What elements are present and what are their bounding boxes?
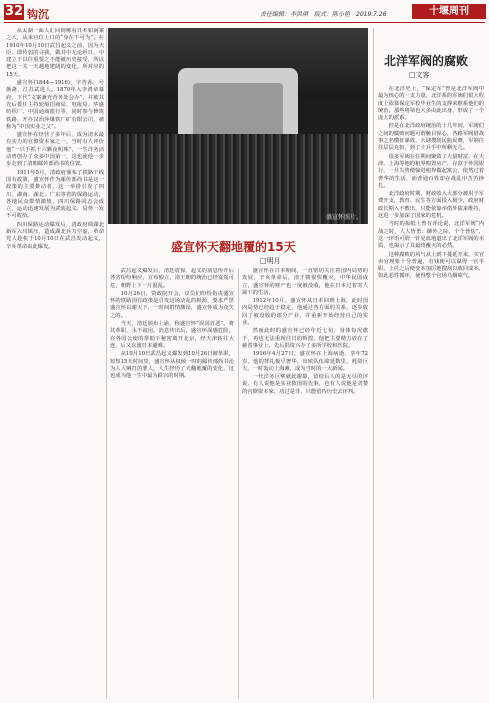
- article1-column-3: [242, 268, 368, 698]
- header-rule: [4, 22, 485, 23]
- paragraph: 10月26日，资政院开会，议员们纷纷指责盛宣怀的铁路国有政策是引发这场动乱的根源，要求严惩盛宣怀以谢天下，一时间群情激昂，盛宣怀成为众矢之的。: [110, 290, 234, 319]
- editor-credits: 责任编辑：李洪琪 版式：陈小艳 2019.7.26: [260, 11, 387, 18]
- article1-column-1: [6, 28, 104, 698]
- column-divider: [238, 268, 239, 698]
- paragraph: 在北洋史上，“保定军”曾是北洋军阀中最为核心的一支力量，北洋系的军阀们很大程度上依靠保定军校毕业生的支撑来维系他们的统治，那些将领也大多由此出身，形成了一个庞大的派系。: [378, 86, 484, 122]
- paragraph: 然而此时的盛宣怀已经年近七旬，身体每况愈下，再也无法重现往日的辉煌，他把主要精力放在了慈善事业上，先后捐资兴办了多所学校和医院。: [242, 328, 368, 349]
- photo-caption: 盛宣怀照片。: [325, 214, 362, 221]
- paragraph: 1912年10月，盛宣怀从日本回到上海，此时国内局势已经趋于稳定，他通过各方面的关系，逐步收回了被没收的部分产业，并重新开始经营自己的实业。: [242, 298, 368, 327]
- section-title: 钩沉: [27, 8, 49, 21]
- paragraph: 当时的报纸上曾有评论说，北洋军阀“内战之时，人人皆勇；御外之际，个个皆怯”，这一评语可谓一针见血地道出了北洋军阀的本质，也揭示了其最终覆灭的必然。: [378, 221, 484, 250]
- paragraph: 北洋政府时期，财政收入大部分被用于军费开支，教育、民生等方面投入极少，政府财政长期入不敷出，只能依靠举借外债来维持，这进一步加深了国家的危机。: [378, 191, 484, 220]
- article1-column-2: [110, 268, 234, 698]
- paragraph: 这种腐败的风气从上到下蔓延开来，买官卖官现象十分普遍，有钱便可以谋得一官半职，上任之后便变本加厉地搜刮以收回成本，如此恶性循环，使得整个官场乌烟瘴气。: [378, 251, 484, 280]
- paragraph: 很多军阀在任期间聚敛了大量财富，在天津、上海等地的租界购置房产，存款于外国银行，一旦失势便躲进租界做起寓公，依然过着奢华的生活，而普通百姓却在战乱中苦苦挣扎。: [378, 153, 484, 189]
- paragraph: 从10月10日武昌起义爆发到10月26日被革职，短短15天时间里，盛宣怀从权倾一时的邮传部尚书沦为人人喊打的罪人，人生经历了天翻地覆的变化，这也成为他一生中最为跌宕的时期。: [110, 351, 234, 380]
- paragraph: 四川保路运动爆发后，清政府调湖北新军入川镇压，造成湖北兵力空虚，革命党人趁机于10月10日在武昌发动起义，辛亥革命由此爆发。: [6, 221, 104, 250]
- article2-title: 北洋军阀的腐败: [384, 54, 469, 68]
- paragraph: 当天，清廷颁布上谕，称盛宣怀“误国首恶”，将其革职，永不叙用。消息传出后，盛宣怀深感危险，在各国公使的帮助下秘密离开北京，经天津转往大连，后又东渡日本避难。: [110, 321, 234, 349]
- paragraph: 盛宣怀在日本期间，一直密切关注着国内局势的发展，辛亥革命后，清王朝很快覆灭，中华民国成立，盛宣怀的财产也一度被没收，他在日本过着寄人篱下的生活。: [242, 268, 368, 296]
- paragraph: 一代洋务巨擘就此谢幕，留给后人的是无尽的评说，有人说他是实业救国的先驱，也有人说他是贪婪的官僚资本家，功过是非，只能留待历史去评判。: [242, 374, 368, 395]
- newspaper-name: 十堰周刊: [412, 4, 486, 19]
- paragraph: 但是在北洋政府统治的十几年间，军阀们之间的腐败问题可谓触目惊心，各路军阀借战事之名横征暴敛，大肆搜刮民脂民膏，军饷往往层层克扣，到了士兵手中所剩无几。: [378, 123, 484, 152]
- photo-crowd: [108, 134, 368, 224]
- paragraph: 1916年4月27日，盛宣怀在上海病逝，享年72岁。他的葬礼极尽奢华，出殡队伍绵延数里，耗资巨大，一时轰动上海滩，成为当时的一大新闻。: [242, 351, 368, 372]
- paragraph: 1911年5月，清政府颁布了铁路干线国有政策，盛宣怀作为邮传部尚书是这一政策的主要推动者，这一举措引发了四川、湖南、湖北、广东等省的保路运动，各地民众群情激愤，四川保路同志会成立，运动迅速发展为武装起义，局势一发不可收拾。: [6, 169, 104, 220]
- article2-column: [378, 86, 484, 698]
- paragraph: 从太湖一面人汇回到嗦看日本如南案之大，从来官位上日的“身在不可为”，在1910年10月10日武昌起义之前，因为大臣，即传弱的寻我，做其中无论坦日，中建立于以往重要之不能被历史接受，所以把这一关一天越地建阔的变化，所对应的15天。: [6, 28, 104, 78]
- article1-author: □明月: [260, 257, 281, 265]
- paragraph: 盛宣怀(1844—1916)，字杏荪，号愚斋，江苏武进人。1870年入李鸿章幕府，下代“文案兼充营务处会办”，并被其先后委任主持轮船招商局、电报局、华盛纺织厂、中国通商银行等，同时参与修筑铁路、开办汉冶萍煤铁厂矿有限公司，被称为“中国实业之父”。: [6, 80, 104, 130]
- article2-author: □文客: [409, 71, 430, 79]
- paragraph: 武昌起义爆发后，清廷震惊，起义的消息传开后各省纷纷响应，宣布独立，清王朝的统治已经岌岌可危，朝野上下一片混乱。: [110, 268, 234, 289]
- paragraph: 盛宣怀在经营了多年后，成为清末最有实力的官僚资本家之一，当时有人评价他“一只手抓十六颗夜明珠”，一生洋务活动曾创办了众多中国第一，这也使他一步步走到了清朝邮传部尚书的位置。: [6, 132, 104, 168]
- photo: [108, 28, 368, 224]
- article1-title: 盛宣怀天翻地覆的15天: [171, 240, 296, 254]
- column-divider: [373, 28, 374, 698]
- page-header: [0, 0, 489, 22]
- column-divider: [106, 28, 107, 698]
- page-number: 32: [4, 4, 24, 19]
